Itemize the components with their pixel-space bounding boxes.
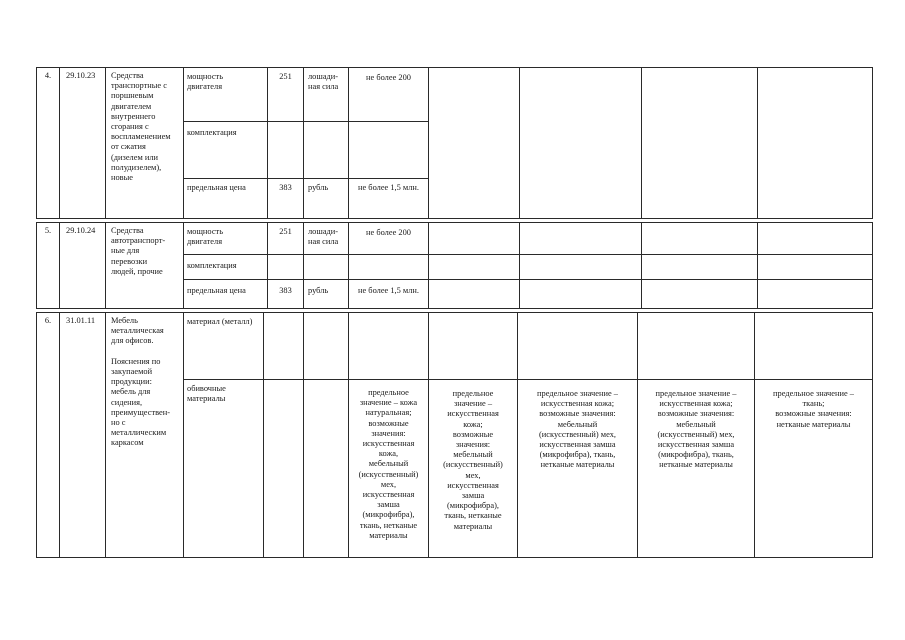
rule	[641, 222, 642, 308]
rule	[183, 279, 873, 280]
rule	[757, 67, 758, 218]
okpd-code: 31.01.11	[66, 316, 96, 325]
okei-code: 251	[279, 72, 292, 81]
rule	[105, 67, 106, 218]
okpd-code: 29.10.24	[66, 226, 96, 235]
characteristic-value: не более 1,5 млн.	[358, 286, 419, 295]
rule	[183, 178, 428, 179]
item-name: Мебель металлическая для офисов. Пояснения по закупаемой продукции: мебель для сидения, преимуществен- но с металлическим каркасом	[111, 316, 171, 448]
rule	[36, 312, 873, 313]
rule	[757, 222, 758, 308]
row-number: 6.	[44, 316, 52, 325]
upholstery-value: предельное значение – кожа натуральная; возможные значения: искусственная кожа, мебельный (искусственный) мех, искусственная замша (микрофибра), ткань, нетканые материалы	[358, 388, 419, 540]
rule	[36, 218, 873, 219]
unit-name: рубль	[308, 286, 329, 295]
unit-name: лошади- ная сила	[308, 227, 339, 247]
rule	[183, 254, 873, 255]
rule	[303, 312, 304, 557]
upholstery-value: предельное значение – ткань; возможные значения: нетканые материалы	[773, 389, 854, 429]
characteristic-name: обивочные материалы	[187, 384, 226, 404]
rule	[263, 312, 264, 557]
item-name: Средства автотранспорт- ные для перевозки людей, прочие	[111, 226, 166, 276]
rule	[105, 222, 106, 308]
rule	[36, 312, 37, 557]
rule	[183, 67, 184, 218]
rule	[183, 222, 184, 308]
upholstery-value: предельное значение – искусственная кожа; возможные значения: мебельный (искусственный) мех, искусственная замша (микрофибра), ткань, нетканые материалы	[537, 389, 618, 470]
characteristic-name: предельная цена	[187, 183, 246, 192]
okei-code: 251	[279, 227, 292, 236]
okei-code: 383	[279, 286, 292, 295]
rule	[59, 222, 60, 308]
rule	[59, 312, 60, 557]
upholstery-value: предельное значение – искусственная кожа; возможные значения: мебельный (искусственный) мех, искусственная замша (микрофибра), ткань, нетканые материалы	[655, 389, 737, 470]
rule	[36, 557, 873, 558]
unit-name: рубль	[308, 183, 329, 192]
rule	[36, 67, 873, 68]
rule	[641, 67, 642, 218]
rule	[105, 312, 106, 557]
characteristic-name: предельная цена	[187, 286, 246, 295]
rule	[267, 67, 268, 218]
rule	[519, 222, 520, 308]
rule	[36, 308, 873, 309]
okei-code: 383	[279, 183, 292, 192]
item-name: Средства транспортные с поршневым двигателем внутреннего сгорания с воспламенением от сжатия (дизелем или полудизелем), новые	[111, 71, 171, 183]
rule	[872, 222, 873, 308]
row-number: 5.	[44, 226, 52, 235]
rule	[183, 379, 873, 380]
rule	[303, 222, 304, 308]
characteristic-value: не более 1,5 млн.	[358, 183, 419, 192]
upholstery-value: предельное значение – искусственная кожа; возможные значения: мебельный (искусственный) мех, искусственная замша (микрофибра), ткань, нетканые материалы	[443, 389, 503, 531]
rule	[36, 222, 873, 223]
characteristic-name: комплектация	[187, 128, 237, 137]
characteristic-value: не более 200	[366, 228, 411, 237]
rule	[519, 67, 520, 218]
rule	[428, 222, 429, 308]
unit-name: лошади- ная сила	[308, 72, 339, 92]
rule	[872, 312, 873, 557]
characteristic-name: материал (металл)	[187, 317, 253, 326]
characteristic-value: не более 200	[366, 73, 411, 82]
rule	[872, 67, 873, 218]
rule	[428, 67, 429, 218]
characteristic-name: комплектация	[187, 261, 237, 270]
rule	[36, 67, 37, 218]
rule	[754, 312, 755, 557]
row-number: 4.	[44, 71, 52, 80]
characteristic-name: мощность двигателя	[187, 227, 224, 247]
rule	[183, 121, 428, 122]
rule	[59, 67, 60, 218]
rule	[303, 67, 304, 218]
okpd-code: 29.10.23	[66, 71, 96, 80]
rule	[183, 312, 184, 557]
characteristic-name: мощность двигателя	[187, 72, 224, 92]
